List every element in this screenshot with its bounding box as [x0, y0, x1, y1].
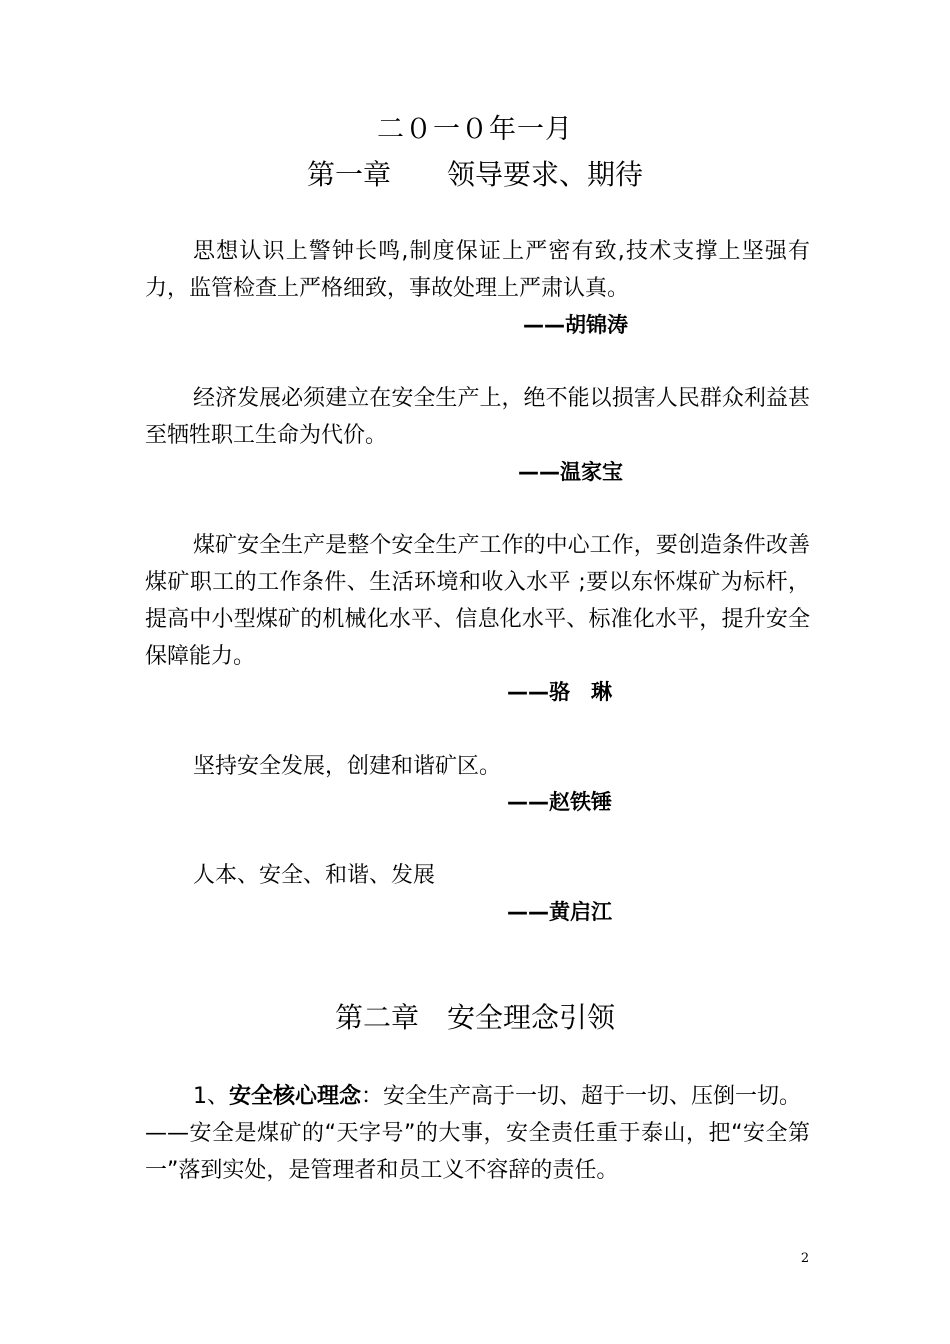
page-number: 2	[800, 1251, 810, 1266]
core-concept-number: 1、	[193, 1084, 229, 1109]
quote-2-author: ——温家宝	[518, 460, 623, 484]
quote-5-text: 人本、安全、和谐、发展	[193, 863, 436, 888]
quote-1	[145, 233, 810, 307]
quote-3	[145, 527, 810, 675]
quote-5-author: ——黄启江	[507, 900, 612, 924]
core-concept-explanation: ——安全是煤矿的“天字号”的大事，安全责任重于泰山，把“安全第一”落到实处，是管理者和员工义不容辞的责任。	[145, 1121, 810, 1183]
quote-4-text: 坚持安全发展，创建和谐矿区。	[193, 754, 502, 779]
quote-4-author: ——赵铁锤	[507, 790, 612, 814]
quote-1-text: 思想认识上警钟长鸣,制度保证上严密有致,技术支撑上坚强有力，监管检查上严格细致，事故处理上严肃认真。	[145, 239, 810, 301]
core-concept-item	[145, 1078, 810, 1115]
quote-2	[145, 380, 810, 454]
chapter-2-title: 第二章 安全理念引领	[334, 1001, 615, 1034]
quote-3-author: ——骆 琳	[507, 680, 612, 704]
quote-3-text: 煤矿安全生产是整个安全生产工作的中心工作，要创造条件改善煤矿职工的工作条件、生活环境和收入水平 ;要以东怀煤矿为标杆，提高中小型煤矿的机械化水平、信息化水平、标准化水平，提升安全保障能力。	[145, 533, 810, 669]
date-line: 二０一０年一月	[377, 114, 573, 145]
chapter-1-title: 第一章 领导要求、期待	[306, 158, 643, 191]
core-concept-term: 安全核心理念	[229, 1084, 362, 1109]
quote-2-text: 经济发展必须建立在安全生产上，绝不能以损害人民群众利益甚至牺牲职工生命为代价。	[145, 386, 810, 448]
quote-1-author: ——胡锦涛	[523, 313, 628, 337]
quote-4	[145, 748, 810, 785]
quote-5	[145, 857, 810, 894]
core-concept-statement: ：安全生产高于一切、超于一切、压倒一切。	[361, 1084, 802, 1109]
